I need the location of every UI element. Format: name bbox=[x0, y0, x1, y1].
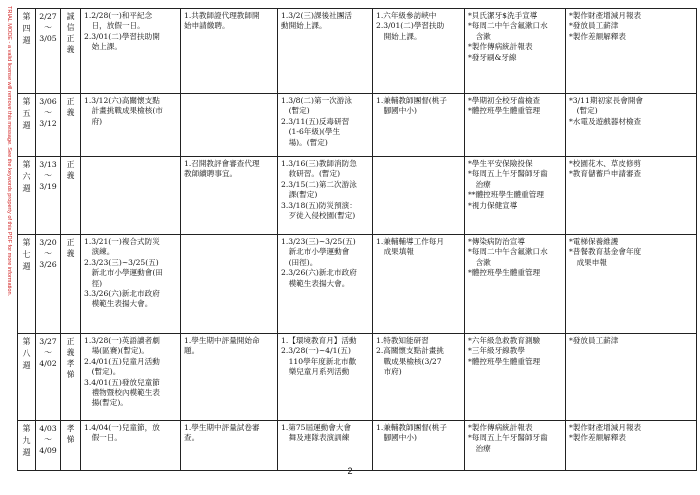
task-line: 1.特教知能研習 bbox=[376, 336, 429, 345]
task-line: *視力保健宣導 bbox=[468, 200, 518, 210]
task-cell bbox=[181, 9, 278, 94]
task-line: 含漱 bbox=[468, 257, 491, 267]
task-line: 場(區賽)(暫定)。 bbox=[84, 346, 150, 356]
date-cell-text: 2/27 bbox=[39, 12, 57, 21]
task-cell bbox=[373, 334, 465, 421]
task-line: *六年級急救教育測驗 bbox=[468, 336, 541, 345]
task-cell bbox=[373, 94, 465, 157]
week-cell bbox=[18, 235, 36, 334]
task-line: 2.4/01(五)兒童月活動 bbox=[84, 356, 160, 366]
task-cell bbox=[566, 9, 697, 94]
week-cell-text: 第 bbox=[22, 160, 31, 169]
task-line: *水電及遊戲器材檢查 bbox=[569, 116, 642, 126]
task-line: 日，放假一日。 bbox=[84, 21, 145, 31]
date-cell bbox=[36, 235, 61, 334]
task-cell bbox=[373, 157, 465, 235]
date-cell bbox=[36, 94, 61, 157]
task-line: 2.3/26(六)新北市政府 bbox=[281, 268, 357, 278]
week-cell-text: 週 bbox=[22, 121, 31, 130]
task-line: 教師續聘事宜。 bbox=[184, 169, 238, 179]
task-line: 1.3/8(二)第一次游泳 bbox=[281, 96, 352, 105]
schedule-row bbox=[18, 94, 697, 157]
responsibility-cell-text: 正義 bbox=[66, 34, 75, 54]
schedule-row bbox=[18, 157, 697, 235]
week-cell-text: 週 bbox=[22, 184, 31, 193]
responsibility-cell-text: 正義 bbox=[66, 97, 75, 117]
date-cell-text: 3/19 bbox=[39, 182, 57, 191]
date-cell-text: 3/27 bbox=[39, 337, 57, 346]
task-line: *普餐教育基金會年度 bbox=[569, 247, 642, 257]
task-cell bbox=[278, 421, 373, 471]
date-cell-text: ～ bbox=[44, 348, 52, 357]
task-line: 舞及連隊表演訓練 bbox=[281, 433, 350, 443]
date-cell-text: ～ bbox=[44, 108, 52, 117]
task-line: 歹徒入侵校園(暫定) bbox=[281, 211, 356, 221]
week-cell-text: 八 bbox=[22, 349, 31, 358]
task-line: 2.3/28(一)~4/1(五) bbox=[281, 346, 351, 356]
task-line: (1-6年級)(學生 bbox=[281, 127, 341, 137]
task-cell bbox=[81, 9, 181, 94]
task-line: 1.3/2(三)課後社團活 bbox=[281, 11, 352, 20]
task-line: 1.3/21(一)複合式防災 bbox=[84, 237, 160, 246]
task-line: 始申請繳聘。 bbox=[184, 21, 230, 31]
task-line: 3.3/26(六)新北市政府 bbox=[84, 289, 160, 299]
page-number: 2 bbox=[347, 466, 353, 476]
task-line: 場)。(暫定) bbox=[281, 137, 328, 147]
task-cell bbox=[278, 157, 373, 235]
task-cell bbox=[465, 334, 566, 421]
task-line: *體控班學生體重管理 bbox=[468, 356, 541, 366]
task-line: 課(暫定) bbox=[281, 190, 318, 200]
task-line: 1.召開教評會審查代理 bbox=[184, 159, 260, 168]
week-cell-text: 第 bbox=[22, 12, 31, 21]
task-cell bbox=[278, 94, 373, 157]
schedule-row bbox=[18, 235, 697, 334]
responsibility-cell bbox=[61, 334, 81, 421]
date-cell-text: 4/02 bbox=[39, 359, 57, 368]
task-cell bbox=[465, 94, 566, 157]
task-line: 1.第75屆運動會大會 bbox=[281, 423, 352, 432]
date-cell-text: ～ bbox=[44, 23, 52, 32]
task-line: *體控班學生體重管理 bbox=[468, 268, 541, 278]
task-line: (田徑)。 bbox=[281, 257, 318, 267]
task-line: 3.3/18(五)防災預演： bbox=[281, 200, 357, 210]
responsibility-cell-text: 正義 bbox=[66, 238, 75, 258]
date-cell-text: 4/09 bbox=[39, 446, 57, 455]
task-line: *每周五上午牙醫師牙齒 bbox=[468, 433, 548, 443]
week-cell bbox=[18, 94, 36, 157]
date-cell bbox=[36, 421, 61, 471]
date-cell-text: ～ bbox=[44, 171, 52, 180]
task-line: 假一日。 bbox=[84, 433, 122, 443]
task-cell bbox=[373, 9, 465, 94]
task-line: (暫定) bbox=[569, 106, 598, 116]
trial-watermark: TRIAL MODE - a valid license will remove this message. See the keywords property of this PDF for more information. bbox=[6, 6, 12, 297]
task-line: 2.高關懷支點計畫挑 bbox=[376, 346, 444, 356]
task-line: *製作差額解釋表 bbox=[569, 433, 626, 443]
task-line: 查。 bbox=[184, 433, 200, 443]
task-cell bbox=[566, 421, 697, 471]
date-cell-text: 4/03 bbox=[39, 424, 57, 433]
task-line: *製作傳病統計報表 bbox=[468, 42, 533, 52]
task-line: 1.2/28(一)和平紀念 bbox=[84, 11, 153, 20]
task-line: *學期初全校牙齒檢查 bbox=[468, 96, 541, 105]
task-line: 徑) bbox=[84, 278, 103, 288]
task-cell bbox=[181, 421, 278, 471]
task-cell bbox=[81, 421, 181, 471]
schedule-row bbox=[18, 334, 697, 421]
responsibility-cell bbox=[61, 421, 81, 471]
date-cell-text: ～ bbox=[44, 249, 52, 258]
task-line: 1.兼輔教師團督(桃子 bbox=[376, 96, 447, 105]
task-line: *發牙刷&牙線 bbox=[468, 52, 517, 62]
task-line: 模範生表揚大會。 bbox=[84, 299, 153, 309]
task-cell bbox=[373, 235, 465, 334]
task-line: 2.3/15(二)第二次游泳 bbox=[281, 179, 357, 189]
task-line: *製作傳病統計報表 bbox=[468, 423, 533, 432]
task-line: 成果填報 bbox=[376, 247, 414, 257]
task-line: *傳染病防治宣導 bbox=[468, 237, 525, 246]
task-line: 110學年度新北市歡 bbox=[281, 356, 357, 366]
date-cell-text: 3/06 bbox=[39, 97, 57, 106]
week-cell-text: 四 bbox=[22, 24, 31, 33]
task-cell bbox=[566, 157, 697, 235]
task-line: 演練。 bbox=[84, 247, 115, 257]
week-cell-text: 週 bbox=[22, 262, 31, 271]
task-line: 2.3/23(三)~3/25(五) bbox=[84, 257, 159, 267]
task-line: 2.3/11(五)反毒研習 bbox=[281, 116, 350, 126]
task-cell bbox=[181, 334, 278, 421]
responsibility-cell bbox=[61, 94, 81, 157]
task-line: 揚(暫定)。 bbox=[84, 398, 128, 408]
task-line: 題。 bbox=[184, 346, 200, 356]
task-line: *每周五上午牙醫師牙齒 bbox=[468, 169, 548, 179]
task-line: 新北市小學運動會 bbox=[281, 247, 350, 257]
task-cell bbox=[181, 94, 278, 157]
task-line: *校園花木、草皮修剪 bbox=[569, 159, 642, 168]
task-line: 腳國中小) bbox=[376, 106, 417, 116]
responsibility-cell-text: 孝悌 bbox=[66, 424, 75, 444]
task-cell bbox=[465, 235, 566, 334]
task-line: *3/11期初家長會開會 bbox=[569, 96, 644, 105]
task-cell bbox=[465, 9, 566, 94]
task-cell bbox=[181, 157, 278, 235]
task-cell bbox=[81, 334, 181, 421]
week-cell bbox=[18, 421, 36, 471]
task-cell bbox=[465, 421, 566, 471]
task-line: 禮物暨校內模範生表 bbox=[84, 388, 160, 398]
task-cell bbox=[278, 9, 373, 94]
task-line: (暫定)。 bbox=[84, 367, 121, 377]
task-cell bbox=[566, 334, 697, 421]
responsibility-cell bbox=[61, 235, 81, 334]
task-line: *電梯保養維護 bbox=[569, 237, 619, 246]
task-line: 1.兼輔輔導工作每月 bbox=[376, 237, 444, 246]
task-line: 救研習。(暫定) bbox=[281, 169, 341, 179]
task-line: 1.兼輔教師團督(桃子 bbox=[376, 423, 447, 432]
task-line: *製作差額解釋表 bbox=[569, 31, 626, 41]
task-line: *教育儲蓄戶申請審查 bbox=[569, 169, 642, 179]
task-line: 1.3/12(六)高關懷支點 bbox=[84, 96, 160, 105]
task-cell bbox=[373, 421, 465, 471]
task-line: *製作財產增減月報表 bbox=[569, 11, 642, 20]
responsibility-cell-text: 誠信 bbox=[66, 12, 75, 32]
task-line: 動開始上課。 bbox=[281, 21, 327, 31]
week-cell-text: 九 bbox=[22, 436, 31, 445]
task-line: 府) bbox=[84, 116, 103, 126]
responsibility-cell bbox=[61, 9, 81, 94]
task-line: 模範生表揚大會。 bbox=[281, 278, 350, 288]
week-cell-text: 週 bbox=[22, 361, 31, 370]
date-cell-text: ～ bbox=[44, 435, 52, 444]
date-cell-text: 3/12 bbox=[39, 119, 57, 128]
task-line: *發放員工薪津 bbox=[569, 336, 619, 345]
task-line: *發放員工薪津 bbox=[569, 21, 619, 31]
task-cell bbox=[81, 235, 181, 334]
task-cell bbox=[181, 235, 278, 334]
task-line: 1.3/23(三)~3/25(五) bbox=[281, 237, 356, 246]
week-cell-text: 週 bbox=[22, 448, 31, 457]
task-line: 1.3/28(一)英語讀者劇 bbox=[84, 336, 160, 345]
task-line: 腳國中小) bbox=[376, 433, 417, 443]
week-cell-text: 週 bbox=[22, 36, 31, 45]
task-line: **體控班學生體重管理 bbox=[468, 190, 544, 200]
task-line: 1.3/16(三)教師消防急 bbox=[281, 159, 357, 168]
task-cell bbox=[278, 334, 373, 421]
task-line: 始上課。 bbox=[84, 42, 122, 52]
task-line: 戰成果檢核(3/27 bbox=[376, 356, 442, 366]
task-line: 治療 bbox=[468, 179, 491, 189]
task-line: 計畫挑戰成果檢核(市 bbox=[84, 106, 163, 116]
task-line: 1.六年級參訪峽中 bbox=[376, 11, 437, 20]
task-line: 1.學生期中評量開始命 bbox=[184, 336, 260, 345]
date-cell-text: 3/05 bbox=[39, 34, 57, 43]
task-line: 治療 bbox=[468, 443, 491, 453]
task-line: 成果申報 bbox=[569, 257, 607, 267]
task-line: (暫定) bbox=[281, 106, 310, 116]
date-cell-text: 3/20 bbox=[39, 238, 57, 247]
task-line: 1.學生期中評量試卷審 bbox=[184, 423, 260, 432]
task-line: 樂兒童月系列活動 bbox=[281, 367, 350, 377]
task-cell bbox=[465, 157, 566, 235]
week-cell bbox=[18, 334, 36, 421]
week-cell-text: 第 bbox=[22, 238, 31, 247]
schedule-row bbox=[18, 9, 697, 94]
responsibility-cell-text: 正義 bbox=[66, 160, 75, 180]
date-cell bbox=[36, 157, 61, 235]
task-line: *每周二中午含氟漱口水 bbox=[468, 247, 548, 257]
week-cell-text: 五 bbox=[22, 109, 31, 118]
date-cell-text: 3/13 bbox=[39, 160, 57, 169]
task-line: 3.4/01(五)發放兒童節 bbox=[84, 377, 160, 387]
schedule-row bbox=[18, 421, 697, 471]
week-cell-text: 七 bbox=[22, 250, 31, 259]
responsibility-cell-text: 孝悌 bbox=[66, 359, 75, 379]
task-line: *製作財產增減月報表 bbox=[569, 423, 642, 432]
week-cell bbox=[18, 157, 36, 235]
week-cell-text: 第 bbox=[22, 337, 31, 346]
task-cell bbox=[566, 235, 697, 334]
date-cell-text: 3/26 bbox=[39, 260, 57, 269]
task-cell bbox=[81, 157, 181, 235]
task-line: *每周二中午含氟漱口水 bbox=[468, 21, 548, 31]
task-line: *三年級牙線教學 bbox=[468, 346, 525, 356]
task-line: 市府) bbox=[376, 367, 402, 377]
task-line: 含漱 bbox=[468, 31, 491, 41]
task-line: 2.3/01(二)學習扶助開 bbox=[84, 31, 160, 41]
task-line: *學生平安保險投保 bbox=[468, 159, 533, 168]
week-cell-text: 第 bbox=[22, 424, 31, 433]
task-cell bbox=[278, 235, 373, 334]
schedule-table bbox=[17, 8, 697, 471]
responsibility-cell-text: 正義 bbox=[66, 337, 75, 357]
task-line: 2.3/01(二)學習扶助 bbox=[376, 21, 445, 31]
task-line: *體控班學生體重管理 bbox=[468, 106, 541, 116]
week-cell bbox=[18, 9, 36, 94]
task-line: 1.共教師證代理教師開 bbox=[184, 11, 260, 20]
task-line: 新北市小學運動會(田 bbox=[84, 268, 163, 278]
week-cell-text: 六 bbox=[22, 172, 31, 181]
task-line: 開始上課。 bbox=[376, 31, 422, 41]
date-cell bbox=[36, 334, 61, 421]
task-cell bbox=[81, 94, 181, 157]
task-line: *貝氏潔牙$洗手宣導 bbox=[468, 11, 538, 20]
task-line: 1.【環境教育月】活動 bbox=[281, 336, 357, 345]
date-cell bbox=[36, 9, 61, 94]
week-cell-text: 第 bbox=[22, 97, 31, 106]
responsibility-cell bbox=[61, 157, 81, 235]
task-line: 1.4/04(一)兒童節，放 bbox=[84, 423, 160, 432]
task-cell bbox=[566, 94, 697, 157]
